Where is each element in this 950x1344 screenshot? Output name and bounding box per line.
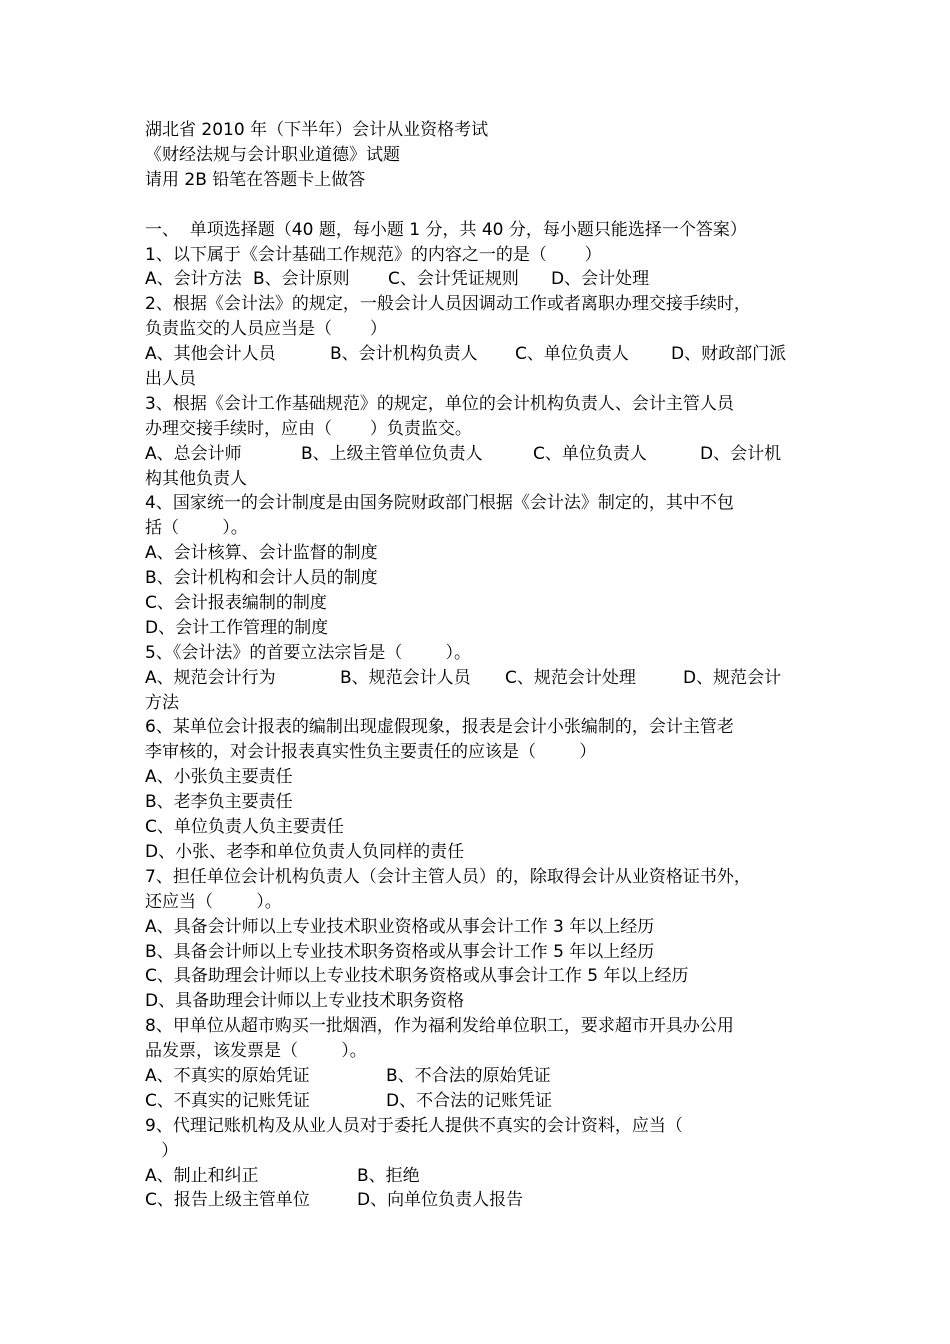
option-a: A、其他会计人员	[145, 344, 276, 365]
exam-page	[145, 118, 845, 1213]
option-d: D、会计处理	[551, 269, 650, 290]
question-6-option-b: B、老李负主要责任	[145, 792, 293, 813]
question-8-options-cd	[145, 1089, 845, 1114]
option-c: C、报告上级主管单位	[145, 1190, 310, 1211]
question-9-stem-cont: ）	[145, 1140, 179, 1161]
question-7-option-c: C、具备助理会计师以上专业技术职务资格或从事会计工作 5 年以上经历	[145, 966, 689, 987]
option-b: B、会计机构负责人	[330, 344, 478, 365]
exam-instruction: 请用 2B 铅笔在答题卡上做答	[145, 169, 366, 190]
question-2-stem-cont: 负责监交的人员应当是（ ）	[145, 319, 387, 340]
question-6-option-a: A、小张负主要责任	[145, 767, 293, 788]
question-6-stem: 6、某单位会计报表的编制出现虚假现象，报表是会计小张编制的，会计主管老	[145, 717, 734, 738]
question-4-option-a: A、会计核算、会计监督的制度	[145, 543, 378, 564]
question-9-options-cd	[145, 1188, 845, 1213]
question-8-stem: 8、甲单位从超市购买一批烟酒，作为福利发给单位职工，要求超市开具办公用	[145, 1016, 734, 1037]
exam-title: 湖北省 2010 年（下半年）会计从业资格考试	[145, 120, 489, 140]
question-1-options	[145, 267, 845, 292]
question-5-stem: 5、《会计法》的首要立法宗旨是（ ）。	[145, 642, 472, 663]
question-9-options-ab	[145, 1164, 845, 1189]
option-d: D、会计机	[700, 443, 782, 464]
question-4-stem-cont: 括（ ）。	[145, 518, 248, 539]
option-c: C、单位负责人	[533, 443, 647, 464]
question-4-option-b: B、会计机构和会计人员的制度	[145, 568, 378, 589]
option-c: C、单位负责人	[515, 344, 629, 365]
option-b: B、拒绝	[357, 1165, 420, 1186]
question-7-option-b: B、具备会计师以上专业技术职务资格或从事会计工作 5 年以上经历	[145, 941, 655, 962]
option-a: A、制止和纠正	[145, 1165, 259, 1186]
question-6-option-c: C、单位负责人负主要责任	[145, 817, 344, 838]
question-7-option-a: A、具备会计师以上专业技术职业资格或从事会计工作 3 年以上经历	[145, 916, 655, 937]
option-d: D、向单位负责人报告	[357, 1190, 524, 1211]
question-4-option-d: D、会计工作管理的制度	[145, 617, 329, 638]
question-2-stem: 2、根据《会计法》的规定，一般会计人员因调动工作或者离职办理交接手续时，	[145, 294, 751, 315]
option-c: C、不真实的记账凭证	[145, 1090, 310, 1111]
exam-subject: 《财经法规与会计职业道德》试题	[145, 144, 400, 165]
option-a: A、会计方法	[145, 269, 242, 290]
question-5-option-d-cont: 方法	[145, 692, 179, 713]
question-2-options	[145, 342, 845, 367]
question-9-stem: 9、代理记账机构及从业人员对于委托人提供不真实的会计资料，应当（	[145, 1115, 683, 1136]
question-6-stem-cont: 李审核的，对会计报表真实性负主要责任的应该是（ ）	[145, 742, 597, 763]
option-d: D、不合法的记账凭证	[386, 1090, 553, 1111]
spacer	[145, 193, 845, 218]
option-b: B、规范会计人员	[340, 667, 471, 688]
question-3-stem-cont: 办理交接手续时，应由（ ）负责监交。	[145, 418, 472, 439]
option-c: C、规范会计处理	[505, 667, 636, 688]
section-heading: 一、 单项选择题（40 题，每小题 1 分，共 40 分，每小题只能选择一个答案）	[145, 219, 747, 240]
option-b: B、不合法的原始凭证	[386, 1065, 551, 1086]
question-7-option-d: D、具备助理会计师以上专业技术职务资格	[145, 991, 465, 1012]
question-4-stem: 4、国家统一的会计制度是由国务院财政部门根据《会计法》制定的，其中不包	[145, 493, 734, 514]
option-d: D、财政部门派	[671, 344, 787, 365]
question-7-stem-cont: 还应当（ ）。	[145, 891, 282, 912]
option-a: A、规范会计行为	[145, 667, 276, 688]
option-d: D、规范会计	[683, 667, 782, 688]
question-6-option-d: D、小张、老李和单位负责人负同样的责任	[145, 841, 465, 862]
question-7-stem: 7、担任单位会计机构负责人（会计主管人员）的，除取得会计从业资格证书外，	[145, 866, 751, 887]
option-a: A、总会计师	[145, 443, 242, 464]
question-3-options	[145, 442, 845, 467]
question-4-option-c: C、会计报表编制的制度	[145, 593, 327, 614]
question-2-option-d-cont: 出人员	[145, 369, 196, 390]
option-b: B、会计原则	[253, 269, 350, 290]
question-5-options	[145, 666, 845, 691]
option-a: A、不真实的原始凭证	[145, 1065, 310, 1086]
option-b: B、上级主管单位负责人	[301, 443, 483, 464]
question-3-option-d-cont: 构其他负责人	[145, 468, 247, 489]
question-8-options-ab	[145, 1064, 845, 1089]
question-3-stem: 3、根据《会计工作基础规范》的规定，单位的会计机构负责人、会计主管人员	[145, 393, 734, 414]
question-1-stem: 1、以下属于《会计基础工作规范》的内容之一的是（ ）	[145, 244, 602, 265]
option-c: C、会计凭证规则	[388, 269, 519, 290]
question-8-stem-cont: 品发票，该发票是（ ）。	[145, 1041, 367, 1062]
